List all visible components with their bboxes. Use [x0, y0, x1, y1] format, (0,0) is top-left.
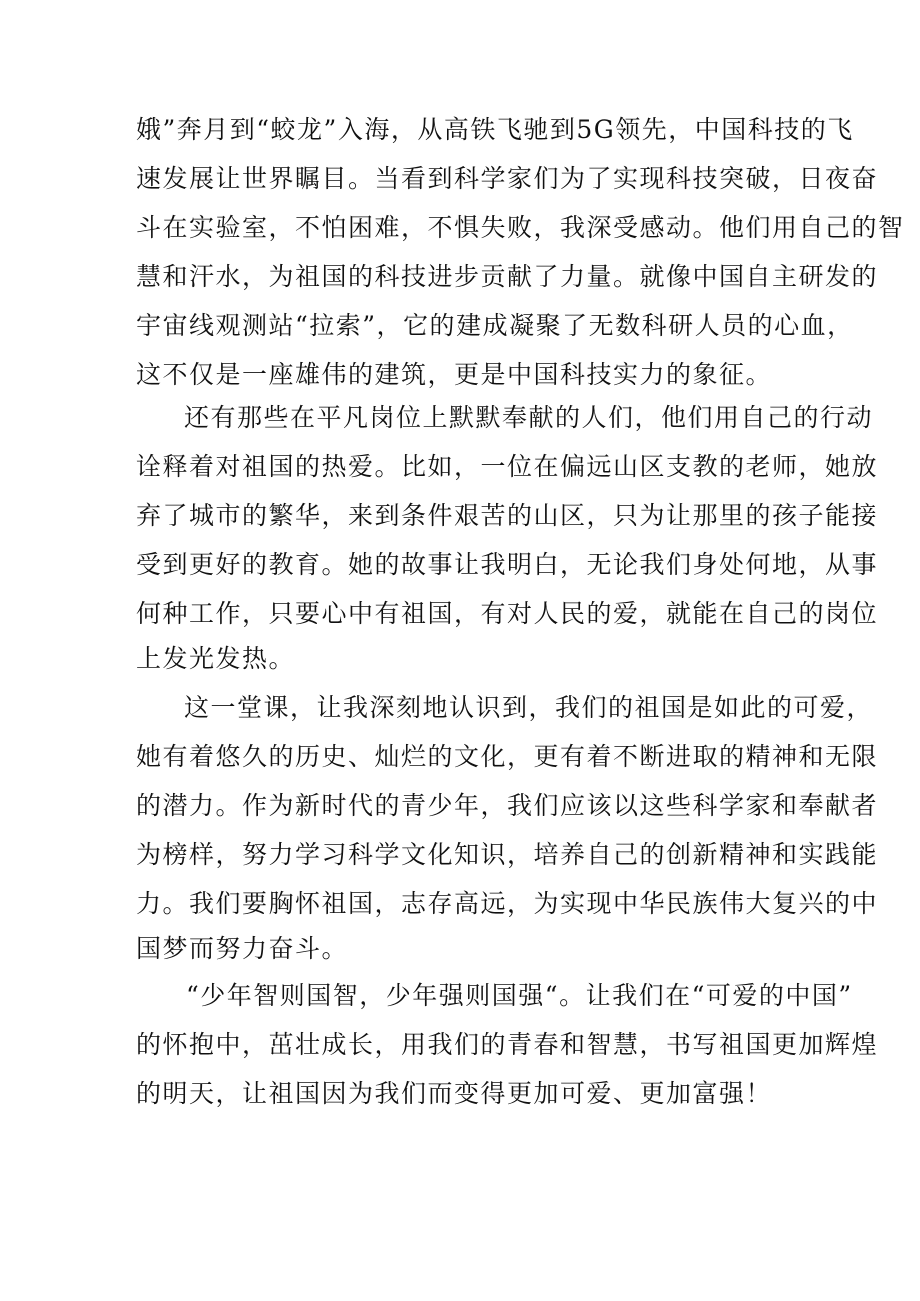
paragraph-1-line-6: 这不仅是一座雄伟的建筑，更是中国科技实力的象征。: [136, 360, 773, 389]
paragraph-3-line-5: 力。我们要胸怀祖国，志存高远，为实现中华民族伟大复兴的中: [136, 889, 879, 918]
paragraph-1-line-5: 宇宙线观测站“拉索”，它的建成凝聚了无数科研人员的心血，: [136, 311, 854, 340]
paragraph-3-line-1: 这一堂课，让我深刻地认识到，我们的祖国是如此的可爱，: [184, 693, 874, 722]
paragraph-2-line-5: 何种工作，只要心中有祖国，有对人民的爱，就能在自己的岗位: [136, 599, 879, 628]
paragraph-4-line-1: “少年智则国智，少年强则国强“。让我们在“可爱的中国”: [186, 981, 853, 1010]
paragraph-1-line-3: 斗在实验室，不怕困难，不惧失败，我深受感动。他们用自己的智: [136, 213, 905, 242]
paragraph-2-line-1: 还有那些在平凡岗位上默默奉献的人们，他们用自己的行动: [184, 403, 874, 432]
paragraph-2-line-4: 受到更好的教育。她的故事让我明白，无论我们身处何地，从事: [136, 550, 879, 579]
paragraph-3-line-3: 的潜力。作为新时代的青少年，我们应该以这些科学家和奉献者: [136, 791, 879, 820]
paragraph-3-line-4: 为榜样，努力学习科学文化知识，培养自己的创新精神和实践能: [136, 840, 879, 869]
paragraph-2-line-2: 诠释着对祖国的热爱。比如，一位在偏远山区支教的老师，她放: [136, 452, 879, 481]
paragraph-4-line-2: 的怀抱中，茁壮成长，用我们的青春和智慧，书写祖国更加辉煌: [136, 1030, 879, 1059]
paragraph-2-line-6: 上发光发热。: [136, 644, 296, 673]
paragraph-2-line-3: 弃了城市的繁华，来到条件艰苦的山区，只为让那里的孩子能接: [136, 501, 879, 530]
paragraph-1-line-2: 速发展让世界瞩目。当看到科学家们为了实现科技突破，日夜奋: [136, 164, 879, 193]
paragraph-4-line-3: 的明天，让祖国因为我们而变得更加可爱、更加富强！: [136, 1079, 773, 1108]
paragraph-1-line-4: 慧和汗水，为祖国的科技进步贡献了力量。就像中国自主研发的: [136, 262, 879, 291]
paragraph-3-line-6: 国梦而努力奋斗。: [136, 934, 349, 963]
paragraph-1-line-1: 娥”奔月到“蛟龙”入海，从高铁飞驰到5G领先，中国科技的飞: [136, 115, 854, 144]
paragraph-3-line-2: 她有着悠久的历史、灿烂的文化，更有着不断进取的精神和无限: [136, 742, 879, 771]
